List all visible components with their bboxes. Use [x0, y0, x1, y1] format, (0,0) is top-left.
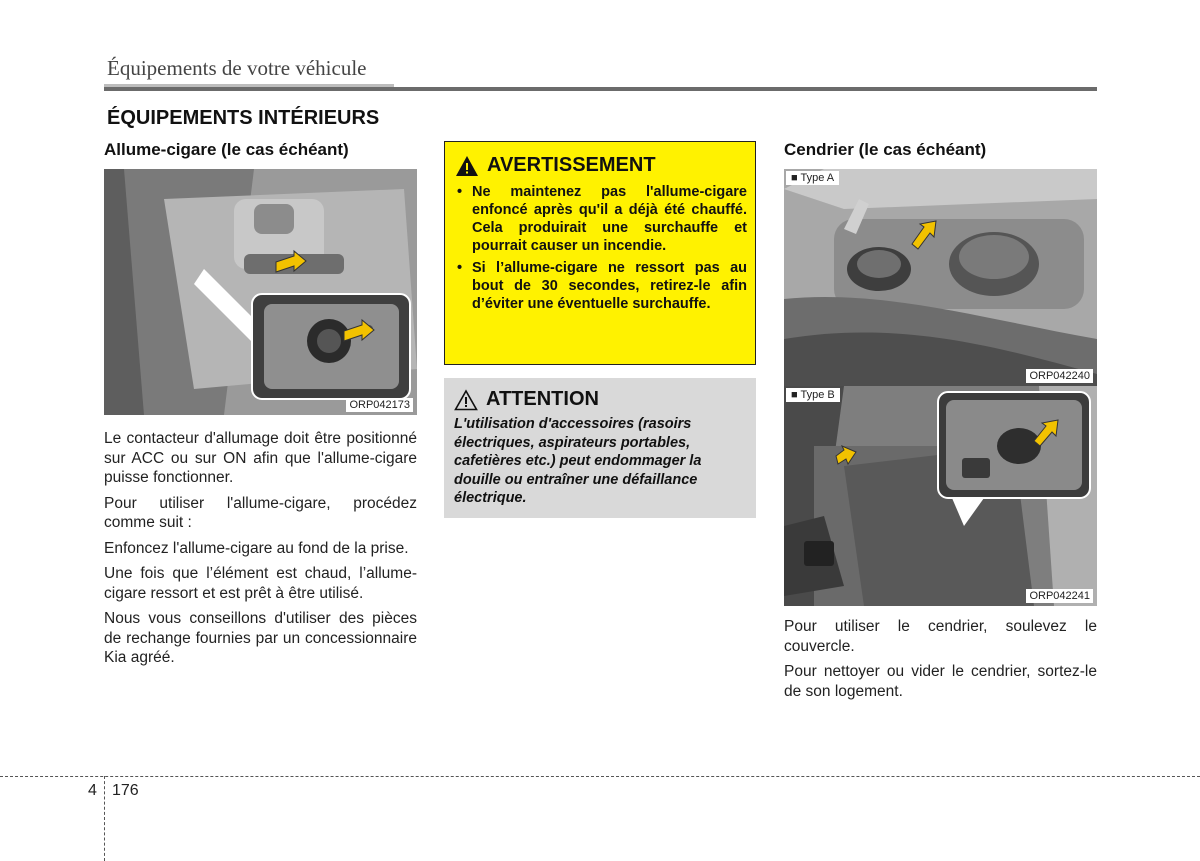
paragraph: Pour utiliser l'allume-cigare, procédez comme suit : [104, 494, 417, 531]
paragraph: Pour utiliser le cendrier, soulevez le couvercle. [784, 618, 1097, 655]
section-title: ÉQUIPEMENTS INTÉRIEURS [107, 107, 380, 129]
figure-code: ORP042241 [1026, 589, 1093, 603]
warning-title-row [455, 154, 747, 177]
caution-title: ATTENTION [486, 388, 599, 410]
paragraph: Le contacteur d'allumage doit être positionné sur ACC ou sur ON afin que l'allume-cigare puisse fonctionner. [104, 430, 417, 486]
cigar-lighter-heading: Allume-cigare (le cas échéant) [104, 140, 349, 159]
figure-code: ORP042173 [346, 398, 413, 412]
cigar-lighter-illustration [104, 169, 417, 415]
footer-margin-line [104, 776, 105, 861]
ashtray-type-b-illustration [784, 386, 1097, 606]
ashtray-text [784, 617, 1097, 707]
footer-rule [0, 776, 1200, 777]
paragraph: Nous vous conseillons d'utiliser des pièces de rechange fournies par un concessionnaire Kia agréé. [104, 610, 417, 666]
list-item: • Si l’allume-cigare ne ressort pas au bout de 30 secondes, retirez-le afin d’éviter une éventuelle surchauffe. [455, 259, 747, 313]
ashtray-heading: Cendrier (le cas échéant) [784, 140, 987, 159]
figure-type-label: ■ Type A [786, 171, 839, 185]
caution-text: L'utilisation d'accessoires (rasoirs électriques, aspirateurs portables, cafetières etc.) peut endommager la douille ou entraîner une défaillance électrique. [454, 416, 702, 506]
paragraph: Pour nettoyer ou vider le cendrier, sortez-le de son logement. [784, 663, 1097, 700]
figure-code: ORP042240 [1026, 369, 1093, 383]
header-title: Équipements de votre véhicule [107, 56, 367, 80]
warning-title: AVERTISSEMENT [487, 154, 656, 176]
ashtray-type-b-figure [784, 386, 1097, 606]
figure-type-label: ■ Type B [786, 388, 840, 402]
caution-box [444, 378, 756, 518]
warning-triangle-icon [455, 155, 479, 177]
cigar-lighter-text [104, 429, 417, 674]
warning-box [444, 141, 756, 365]
list-item: • Ne maintenez pas l'allume-cigare enfoncé après qu'il a déjà été chauffé. Cela produirait une surchauffe et pourrait causer un incendie. [455, 183, 747, 255]
ashtray-type-a-figure [784, 169, 1097, 386]
cigar-lighter-figure [104, 169, 417, 415]
caution-triangle-icon [454, 389, 478, 411]
paragraph: Une fois que l’élément est chaud, l’allume-cigare ressort et est prêt à être utilisé. [104, 565, 417, 602]
page-number: 176 [112, 782, 139, 799]
ashtray-type-a-illustration [784, 169, 1097, 386]
paragraph: Enfoncez l'allume-cigare au fond de la prise. [104, 539, 409, 557]
caution-title-row [454, 388, 748, 411]
warning-list [455, 183, 747, 313]
header-rule [104, 87, 1097, 91]
chapter-number: 4 [88, 782, 97, 799]
